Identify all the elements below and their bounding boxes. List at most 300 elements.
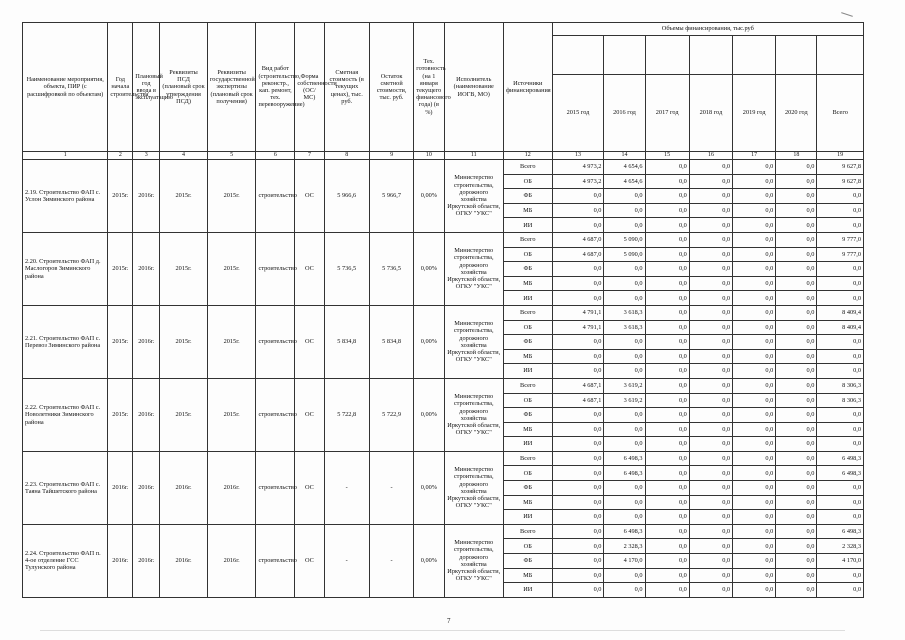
readiness: 0,00% (414, 451, 444, 524)
amount-cell: 0,0 (645, 364, 689, 379)
funding-source: МБ (503, 276, 552, 291)
psd-date: 2015г. (160, 160, 208, 233)
year-header: 2015 год (552, 75, 604, 152)
amount-cell: 0,0 (552, 408, 604, 423)
funding-source: ФБ (503, 554, 552, 569)
scan-artifact (841, 12, 853, 17)
amount-cell: 6 498,3 (604, 466, 645, 481)
column-number: 14 (604, 152, 645, 160)
amount-cell: 0,0 (604, 510, 645, 525)
start-year: 2015г. (108, 160, 133, 233)
start-year: 2015г. (108, 378, 133, 451)
commission-year: 2016г. (133, 232, 160, 305)
psd-date: 2015г. (160, 305, 208, 378)
amount-cell: 0,0 (552, 495, 604, 510)
funding-source: Всего (503, 378, 552, 393)
ownership-form: ОС (295, 451, 324, 524)
project-name: 2.23. Строительство ФАП с. Таяна Тайшетского района (23, 451, 108, 524)
executor: Министерство строительства, дорожного хозяйства Иркутской области, ОГКУ "УКС" (444, 232, 503, 305)
amount-cell: 0,0 (689, 422, 732, 437)
amount-cell: 0,0 (604, 291, 645, 306)
amount-cell: 0,0 (645, 247, 689, 262)
amount-cell: 0,0 (733, 539, 776, 554)
remaining-cost: 5 736,5 (369, 232, 413, 305)
amount-cell: 0,0 (552, 422, 604, 437)
table-body (23, 160, 864, 598)
funding-source: ИИ (503, 218, 552, 233)
amount-cell: 0,0 (733, 437, 776, 452)
amount-cell: 0,0 (689, 232, 732, 247)
amount-cell: 8 306,3 (817, 378, 864, 393)
amount-cell: 0,0 (645, 437, 689, 452)
financing-table (22, 22, 864, 598)
amount-cell: 0,0 (776, 539, 817, 554)
amount-cell: 0,0 (604, 481, 645, 496)
amount-cell: 0,0 (733, 262, 776, 277)
amount-cell: 0,0 (776, 568, 817, 583)
col-header: Сметная стоимость (в текущих ценах), тыс. руб. (324, 23, 369, 152)
column-number: 5 (207, 152, 256, 160)
column-number: 12 (503, 152, 552, 160)
funding-source: МБ (503, 349, 552, 364)
funding-source: ИИ (503, 583, 552, 598)
amount-cell: 0,0 (776, 189, 817, 204)
start-year: 2015г. (108, 232, 133, 305)
amount-cell: 0,0 (689, 539, 732, 554)
amount-cell: 0,0 (817, 335, 864, 350)
funding-source: ФБ (503, 335, 552, 350)
funding-source: ОБ (503, 247, 552, 262)
amount-cell: 0,0 (645, 451, 689, 466)
amount-cell: 4 973,2 (552, 174, 604, 189)
project-name: 2.19. Строительство ФАП с. Услон Зиминского района (23, 160, 108, 233)
amount-cell: 0,0 (733, 232, 776, 247)
amount-cell: 0,0 (552, 568, 604, 583)
amount-cell: 0,0 (645, 305, 689, 320)
funding-source: МБ (503, 203, 552, 218)
amount-cell: 0,0 (776, 495, 817, 510)
amount-cell: 0,0 (604, 422, 645, 437)
amount-cell: 0,0 (733, 203, 776, 218)
amount-cell: 0,0 (817, 408, 864, 423)
funding-source: ОБ (503, 320, 552, 335)
ownership-form: ОС (295, 524, 324, 597)
table-row (23, 160, 864, 175)
column-number: 6 (256, 152, 295, 160)
amount-cell: 0,0 (689, 495, 732, 510)
funding-source: Всего (503, 524, 552, 539)
amount-cell: 0,0 (645, 276, 689, 291)
year-header: 2016 год (604, 75, 645, 152)
amount-cell: 0,0 (689, 364, 732, 379)
amount-cell: 4 687,0 (552, 247, 604, 262)
amount-cell: 6 498,3 (817, 466, 864, 481)
expertise-date: 2016г. (207, 524, 256, 597)
amount-cell: 0,0 (776, 583, 817, 598)
financing-group-header: Объемы финансирования, тыс.руб (552, 23, 863, 36)
amount-cell: 0,0 (645, 568, 689, 583)
amount-cell: 0,0 (733, 349, 776, 364)
amount-cell: 2 328,3 (817, 539, 864, 554)
amount-cell: 0,0 (552, 364, 604, 379)
amount-cell: 4 654,6 (604, 174, 645, 189)
amount-cell: 0,0 (689, 583, 732, 598)
col-header: Остаток сметной стоимости, тыс. руб. (369, 23, 413, 152)
amount-cell: 0,0 (733, 174, 776, 189)
funding-source: ОБ (503, 174, 552, 189)
ownership-form: ОС (295, 160, 324, 233)
amount-cell: 0,0 (689, 203, 732, 218)
funding-source: ИИ (503, 364, 552, 379)
amount-cell: 4 654,6 (604, 160, 645, 175)
amount-cell: 0,0 (817, 437, 864, 452)
amount-cell: 4 791,1 (552, 305, 604, 320)
amount-cell: 0,0 (817, 276, 864, 291)
amount-cell: 9 627,8 (817, 174, 864, 189)
amount-cell: 0,0 (552, 451, 604, 466)
amount-cell: 0,0 (645, 160, 689, 175)
amount-cell: 0,0 (604, 218, 645, 233)
project-name: 2.20. Строительство ФАП д. Маслогоров Зиминского района (23, 232, 108, 305)
amount-cell: 0,0 (552, 291, 604, 306)
amount-cell: 0,0 (817, 568, 864, 583)
amount-cell: 0,0 (776, 393, 817, 408)
column-number: 17 (733, 152, 776, 160)
amount-cell: 0,0 (689, 305, 732, 320)
amount-cell: 0,0 (689, 378, 732, 393)
amount-cell: 0,0 (552, 466, 604, 481)
amount-cell: 0,0 (645, 408, 689, 423)
amount-cell: 0,0 (604, 568, 645, 583)
amount-cell: 0,0 (604, 203, 645, 218)
table-row (23, 451, 864, 466)
amount-cell: 0,0 (689, 408, 732, 423)
amount-cell: 0,0 (776, 466, 817, 481)
amount-cell: 0,0 (552, 539, 604, 554)
column-number: 19 (817, 152, 864, 160)
work-type: строительство (256, 160, 295, 233)
funding-source: ИИ (503, 510, 552, 525)
col-header: Вид работ (строительство, реконстр., кап. ремонт, тех. перевооружение) (256, 23, 295, 152)
column-number: 8 (324, 152, 369, 160)
amount-cell: 0,0 (733, 335, 776, 350)
funding-source: ФБ (503, 189, 552, 204)
amount-cell: 0,0 (733, 189, 776, 204)
amount-cell: 0,0 (604, 276, 645, 291)
amount-cell: 0,0 (552, 262, 604, 277)
readiness: 0,00% (414, 232, 444, 305)
amount-cell: 4 687,0 (552, 232, 604, 247)
readiness: 0,00% (414, 305, 444, 378)
amount-cell: 9 777,0 (817, 232, 864, 247)
amount-cell: 0,0 (733, 364, 776, 379)
remaining-cost: - (369, 451, 413, 524)
amount-cell: 0,0 (604, 495, 645, 510)
column-number: 1 (23, 152, 108, 160)
start-year: 2015г. (108, 305, 133, 378)
amount-cell: 0,0 (552, 218, 604, 233)
amount-cell: 0,0 (645, 481, 689, 496)
start-year: 2016г. (108, 451, 133, 524)
year-header: 2020 год (776, 75, 817, 152)
amount-cell: 0,0 (552, 481, 604, 496)
amount-cell: 0,0 (552, 276, 604, 291)
amount-cell: 0,0 (689, 335, 732, 350)
amount-cell: 0,0 (817, 262, 864, 277)
commission-year: 2016г. (133, 524, 160, 597)
amount-cell: 0,0 (776, 422, 817, 437)
amount-cell: 3 618,3 (604, 320, 645, 335)
funding-source: ФБ (503, 408, 552, 423)
amount-cell: 0,0 (552, 203, 604, 218)
work-type: строительство (256, 451, 295, 524)
amount-cell: 0,0 (733, 408, 776, 423)
amount-cell: 0,0 (689, 276, 732, 291)
amount-cell: 0,0 (817, 481, 864, 496)
amount-cell: 0,0 (817, 218, 864, 233)
funding-source: ИИ (503, 291, 552, 306)
amount-cell: 0,0 (776, 335, 817, 350)
amount-cell: 0,0 (776, 262, 817, 277)
amount-cell: 0,0 (776, 510, 817, 525)
amount-cell: 0,0 (604, 364, 645, 379)
amount-cell: 0,0 (689, 291, 732, 306)
ownership-form: ОС (295, 378, 324, 451)
expertise-date: 2016г. (207, 451, 256, 524)
amount-cell: 0,0 (689, 466, 732, 481)
col-spacer (817, 36, 864, 75)
funding-source: Всего (503, 232, 552, 247)
amount-cell: 0,0 (645, 320, 689, 335)
expertise-date: 2015г. (207, 378, 256, 451)
column-number-row (23, 152, 864, 160)
column-number: 9 (369, 152, 413, 160)
amount-cell: 0,0 (776, 174, 817, 189)
funding-source: МБ (503, 422, 552, 437)
funding-source: ИИ (503, 437, 552, 452)
amount-cell: 0,0 (817, 422, 864, 437)
amount-cell: 0,0 (733, 422, 776, 437)
col-header: Источники финансирования (503, 23, 552, 152)
psd-date: 2015г. (160, 378, 208, 451)
amount-cell: 0,0 (645, 218, 689, 233)
amount-cell: 0,0 (689, 437, 732, 452)
column-number: 4 (160, 152, 208, 160)
amount-cell: 8 306,3 (817, 393, 864, 408)
amount-cell: 0,0 (776, 554, 817, 569)
readiness: 0,00% (414, 524, 444, 597)
amount-cell: 0,0 (776, 349, 817, 364)
amount-cell: 0,0 (733, 524, 776, 539)
commission-year: 2016г. (133, 160, 160, 233)
amount-cell: 0,0 (552, 349, 604, 364)
table-row (23, 232, 864, 247)
column-number: 13 (552, 152, 604, 160)
commission-year: 2016г. (133, 378, 160, 451)
year-header: 2019 год (733, 75, 776, 152)
column-number: 3 (133, 152, 160, 160)
amount-cell: 0,0 (645, 422, 689, 437)
table-row (23, 524, 864, 539)
amount-cell: 0,0 (733, 291, 776, 306)
amount-cell: 0,0 (689, 554, 732, 569)
work-type: строительство (256, 524, 295, 597)
funding-source: МБ (503, 495, 552, 510)
amount-cell: 0,0 (776, 524, 817, 539)
estimated-cost: 5 966,6 (324, 160, 369, 233)
amount-cell: 0,0 (733, 305, 776, 320)
ownership-form: ОС (295, 305, 324, 378)
amount-cell: 0,0 (645, 189, 689, 204)
project-name: 2.21. Строительство ФАП с. Перевоз Зиминского района (23, 305, 108, 378)
estimated-cost: 5 722,8 (324, 378, 369, 451)
amount-cell: 0,0 (689, 451, 732, 466)
psd-date: 2016г. (160, 451, 208, 524)
column-number: 7 (295, 152, 324, 160)
amount-cell: 0,0 (645, 349, 689, 364)
estimated-cost: 5 834,8 (324, 305, 369, 378)
readiness: 0,00% (414, 378, 444, 451)
amount-cell: 0,0 (645, 335, 689, 350)
col-header: Плановый год ввода в эксплуатацию (133, 23, 160, 152)
executor: Министерство строительства, дорожного хозяйства Иркутской области, ОГКУ "УКС" (444, 524, 503, 597)
amount-cell: 0,0 (645, 393, 689, 408)
scan-artifact-line (40, 630, 845, 631)
year-header: 2018 год (689, 75, 732, 152)
amount-cell: 0,0 (817, 364, 864, 379)
amount-cell: 8 409,4 (817, 320, 864, 335)
amount-cell: 0,0 (689, 320, 732, 335)
amount-cell: 0,0 (645, 174, 689, 189)
project-name: 2.24. Строительство ФАП п. 4-ое отделение ГСС Тулунского района (23, 524, 108, 597)
col-spacer (776, 36, 817, 75)
amount-cell: 0,0 (645, 554, 689, 569)
expertise-date: 2015г. (207, 232, 256, 305)
amount-cell: 0,0 (604, 189, 645, 204)
amount-cell: 0,0 (776, 305, 817, 320)
amount-cell: 0,0 (817, 495, 864, 510)
funding-source: МБ (503, 568, 552, 583)
amount-cell: 0,0 (552, 554, 604, 569)
amount-cell: 0,0 (817, 189, 864, 204)
amount-cell: 0,0 (733, 451, 776, 466)
year-header: Всего (817, 75, 864, 152)
project-name: 2.22. Строительство ФАП с. Новолетники Зиминского района (23, 378, 108, 451)
amount-cell: 2 328,3 (604, 539, 645, 554)
col-header: Реквизиты государственной экспертизы (плановый срок получения) (207, 23, 256, 152)
col-header: Форма собственности (ОС/МС) (295, 23, 324, 152)
funding-source: Всего (503, 305, 552, 320)
table-row (23, 305, 864, 320)
amount-cell: 5 090,0 (604, 247, 645, 262)
readiness: 0,00% (414, 160, 444, 233)
amount-cell: 0,0 (733, 481, 776, 496)
amount-cell: 0,0 (552, 437, 604, 452)
amount-cell: 0,0 (776, 320, 817, 335)
amount-cell: 0,0 (733, 393, 776, 408)
amount-cell: 0,0 (776, 408, 817, 423)
amount-cell: 0,0 (776, 437, 817, 452)
amount-cell: 0,0 (604, 583, 645, 598)
amount-cell: 3 618,3 (604, 305, 645, 320)
amount-cell: 4 687,1 (552, 393, 604, 408)
amount-cell: 0,0 (733, 466, 776, 481)
amount-cell: 0,0 (733, 218, 776, 233)
amount-cell: 0,0 (817, 583, 864, 598)
amount-cell: 0,0 (645, 378, 689, 393)
amount-cell: 0,0 (604, 408, 645, 423)
column-number: 15 (645, 152, 689, 160)
amount-cell: 0,0 (689, 262, 732, 277)
amount-cell: 0,0 (817, 349, 864, 364)
commission-year: 2016г. (133, 305, 160, 378)
amount-cell: 0,0 (645, 291, 689, 306)
amount-cell: 6 498,3 (817, 524, 864, 539)
work-type: строительство (256, 378, 295, 451)
amount-cell: 0,0 (817, 291, 864, 306)
amount-cell: 3 619,2 (604, 393, 645, 408)
amount-cell: 0,0 (604, 335, 645, 350)
amount-cell: 0,0 (776, 232, 817, 247)
amount-cell: 3 619,2 (604, 378, 645, 393)
amount-cell: 0,0 (733, 276, 776, 291)
expertise-date: 2015г. (207, 305, 256, 378)
psd-date: 2016г. (160, 524, 208, 597)
amount-cell: 9 627,8 (817, 160, 864, 175)
amount-cell: 0,0 (776, 160, 817, 175)
amount-cell: 0,0 (689, 218, 732, 233)
amount-cell: 0,0 (776, 378, 817, 393)
amount-cell: 6 498,3 (604, 524, 645, 539)
amount-cell: 0,0 (776, 218, 817, 233)
col-header: Год начала строительства (108, 23, 133, 152)
amount-cell: 0,0 (776, 247, 817, 262)
remaining-cost: 5 834,8 (369, 305, 413, 378)
executor: Министерство строительства, дорожного хозяйства Иркутской области, ОГКУ "УКС" (444, 160, 503, 233)
amount-cell: 0,0 (733, 583, 776, 598)
amount-cell: 0,0 (689, 393, 732, 408)
amount-cell: 0,0 (645, 524, 689, 539)
year-header: 2017 год (645, 75, 689, 152)
amount-cell: 0,0 (552, 524, 604, 539)
start-year: 2016г. (108, 524, 133, 597)
remaining-cost: 5 722,9 (369, 378, 413, 451)
amount-cell: 0,0 (733, 247, 776, 262)
amount-cell: 0,0 (552, 510, 604, 525)
amount-cell: 0,0 (689, 510, 732, 525)
work-type: строительство (256, 232, 295, 305)
estimated-cost: 5 736,5 (324, 232, 369, 305)
funding-source: ОБ (503, 539, 552, 554)
amount-cell: 0,0 (817, 203, 864, 218)
amount-cell: 0,0 (733, 495, 776, 510)
funding-source: Всего (503, 160, 552, 175)
amount-cell: 4 687,1 (552, 378, 604, 393)
funding-source: Всего (503, 451, 552, 466)
ownership-form: ОС (295, 232, 324, 305)
amount-cell: 0,0 (645, 495, 689, 510)
commission-year: 2016г. (133, 451, 160, 524)
col-header: Реквизиты ПСД (плановый срок утверждения ПСД) (160, 23, 208, 152)
amount-cell: 0,0 (689, 481, 732, 496)
amount-cell: 0,0 (689, 160, 732, 175)
remaining-cost: 5 966,7 (369, 160, 413, 233)
amount-cell: 0,0 (552, 335, 604, 350)
amount-cell: 0,0 (689, 349, 732, 364)
amount-cell: 6 498,3 (604, 451, 645, 466)
funding-source: ОБ (503, 466, 552, 481)
funding-source: ФБ (503, 262, 552, 277)
